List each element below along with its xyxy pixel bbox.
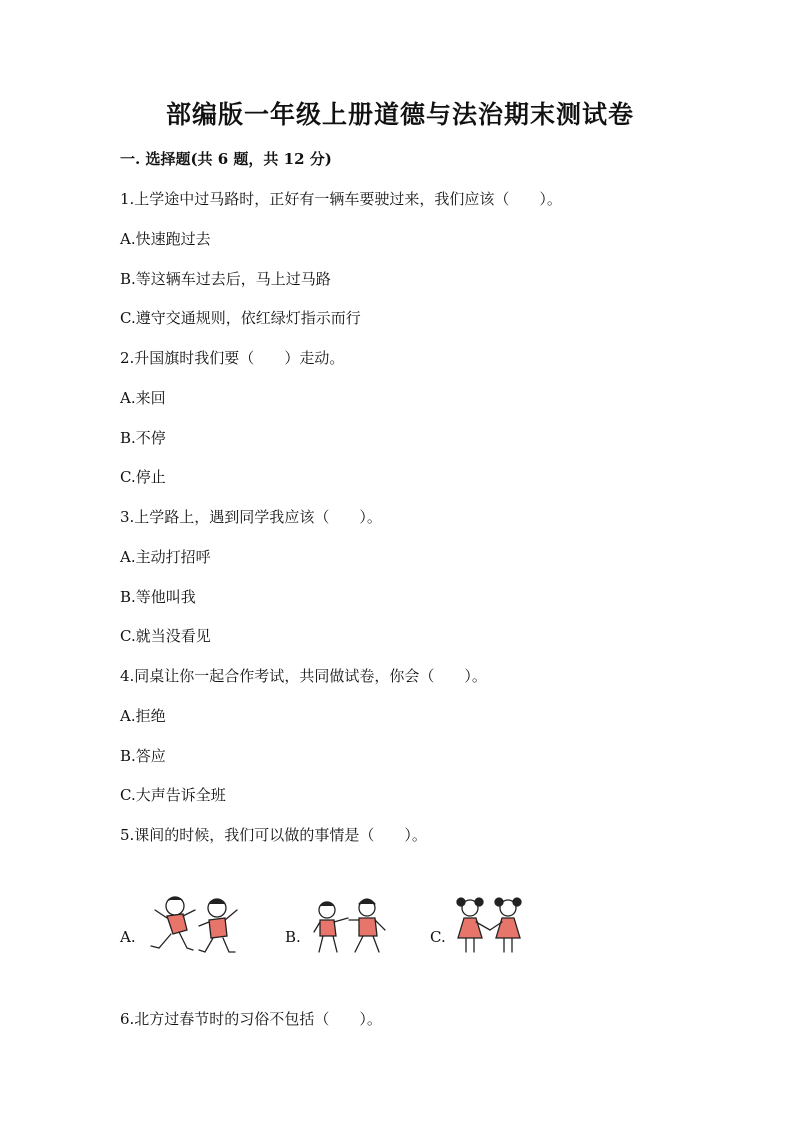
question-3-stem: 3.上学路上，遇到同学我应该（ ）。 (120, 508, 382, 526)
question-6-stem: 6.北方过春节时的习俗不包括（ ）。 (120, 1010, 382, 1028)
question-4-option-c[interactable]: C.大声告诉全班 (120, 786, 226, 804)
question-3-option-a[interactable]: A.主动打招呼 (120, 548, 211, 566)
question-4-stem: 4.同桌让你一起合作考试，共同做试卷，你会（ ）。 (120, 667, 487, 685)
girls-holding-hands-picture[interactable] (450, 892, 530, 960)
section-heading: 一. 选择题(共 6 题，共 12 分) (120, 150, 332, 168)
question-2-option-c[interactable]: C.停止 (120, 468, 166, 486)
question-2-option-a[interactable]: A.来回 (120, 389, 166, 407)
question-3-option-c[interactable]: C.就当没看见 (120, 627, 211, 645)
children-fighting-picture[interactable] (305, 892, 395, 960)
question-4-option-b[interactable]: B.答应 (120, 747, 166, 765)
question-5-picture-options (120, 892, 560, 962)
question-1-option-a[interactable]: A.快速跑过去 (120, 230, 211, 248)
question-5-option-b-label[interactable]: B. (285, 928, 301, 946)
question-2-stem: 2.升国旗时我们要（ ）走动。 (120, 349, 345, 367)
question-1-stem: 1.上学途中过马路时，正好有一辆车要驶过来，我们应该（ ）。 (120, 190, 562, 208)
question-2-option-b[interactable]: B.不停 (120, 429, 166, 447)
question-3-option-b[interactable]: B.等他叫我 (120, 588, 196, 606)
children-chasing-picture[interactable] (145, 892, 245, 960)
question-5-option-c-label[interactable]: C. (430, 928, 446, 946)
question-4-option-a[interactable]: A.拒绝 (120, 707, 166, 725)
question-5-option-a-label[interactable]: A. (120, 928, 136, 946)
question-1-option-c[interactable]: C.遵守交通规则，依红绿灯指示而行 (120, 309, 361, 327)
page-title: 部编版一年级上册道德与法治期末测试卷 (165, 100, 634, 129)
question-5-stem: 5.课间的时候，我们可以做的事情是（ ）。 (120, 826, 427, 844)
question-1-option-b[interactable]: B.等这辆车过去后，马上过马路 (120, 270, 331, 288)
